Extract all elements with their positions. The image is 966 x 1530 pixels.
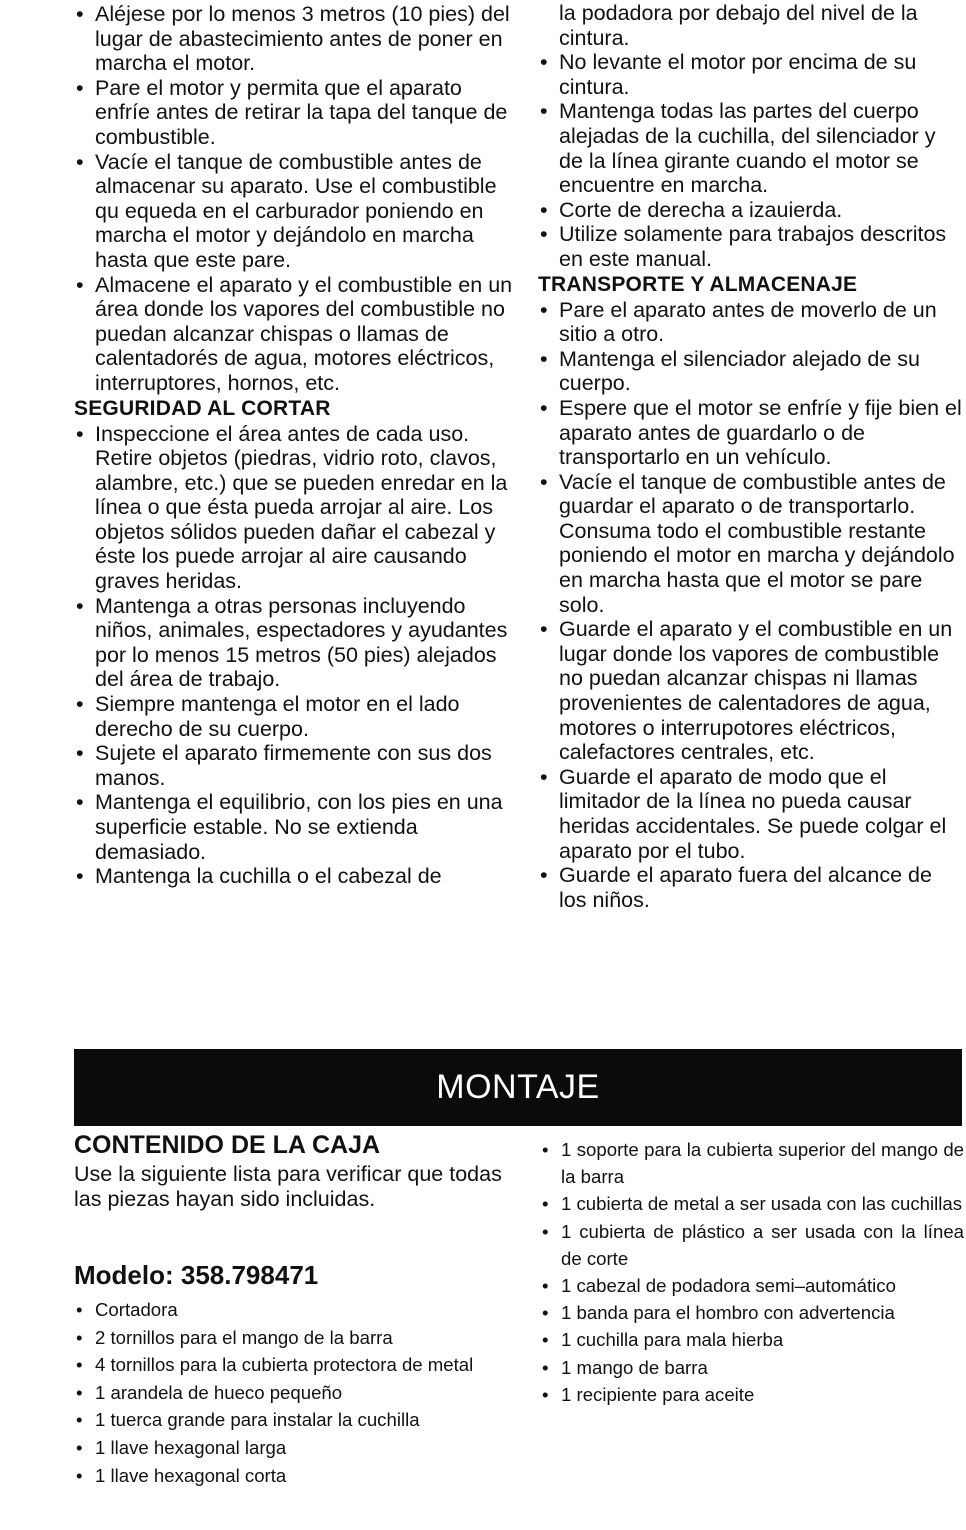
cutting-safety-list [74,422,514,889]
list-item: • Utilize solamente para trabajos descritos en este manual. [538,222,964,271]
list-item: • 4 tornillos para la cubierta protectora de metal [74,1351,514,1379]
safety-column-left [74,0,514,889]
list-item: • 1 cubierta de metal a ser usada con las cuchillas [540,1190,964,1217]
parts-list-right [540,1136,964,1408]
list-item: • Aléjese por lo menos 3 metros (10 pies) del lugar de abastecimiento antes de poner en marcha el motor. [74,2,514,76]
list-item: • Mantenga a otras personas incluyendo niños, animales, espectadores y ayudantes por lo menos 15 metros (50 pies) alejados del área de trabajo. [74,594,514,692]
cutting-safety-heading: SEGURIDAD AL CORTAR [74,396,331,420]
list-item: • Almacene el aparato y el combustible en un área donde los vapores del combustible no puedan alcanzar chispas o llamas de calentadorés de agua, motores eléctricos, interruptores, hornos, etc. [74,273,514,396]
list-item: • Inspeccione el área antes de cada uso. Retire objetos (piedras, vidrio roto, clavos, alambre, etc.) que se pueden enredar en la línea o que ésta pueda arrojar al aire. Los objetos sólidos pueden dañar el cabezal y éste los puede arrojar al aire causando graves heridas. [74,422,514,594]
banner-title: MONTAJE [436,1068,600,1106]
list-item: • 1 arandela de hueco pequeño [74,1379,514,1407]
box-contents-left [74,1130,514,1489]
list-item: • 1 llave hexagonal larga [74,1434,514,1462]
list-item: • 1 banda para el hombro con advertencia [540,1299,964,1326]
list-item: • 2 tornillos para el mango de la barra [74,1324,514,1352]
cutting-safety-list-continued [538,50,964,271]
fuel-safety-list [74,2,514,396]
box-contents-title: CONTENIDO DE LA CAJA [74,1131,381,1159]
list-item: • Vacíe el tanque de combustible antes de almacenar su aparato. Use el combustible qu equeda en el carburador poniendo en marcha el motor y dejándolo en marcha hasta que este pare. [74,150,514,273]
list-item: • Siempre mantenga el motor en el lado derecho de su cuerpo. [74,692,514,741]
list-item: • Guarde el aparato y el combustible en un lugar donde los vapores de combustible no puedan alcanzar chispas ni llamas provenientes de calentadores de agua, motores o interrupotores eléctricos, calefactores centrales, etc. [538,617,964,765]
continuation-text: la podadora por debajo del nivel de la cintura. [559,1,918,50]
list-item: • 1 soporte para la cubierta superior del mango de la barra [540,1136,964,1190]
list-item: • Mantenga todas las partes del cuerpo alejadas de la cuchilla, del silenciador y de la línea girante cuando el motor se encuentre en marcha. [538,99,964,197]
transport-storage-list [538,298,964,913]
list-item: • Pare el motor y permita que el aparato enfríe antes de retirar la tapa del tanque de combustible. [74,76,514,150]
list-item: • Corte de derecha a izauierda. [538,198,964,223]
list-item: • No levante el motor por encima de su cintura. [538,50,964,99]
list-item: • 1 recipiente para aceite [540,1381,964,1408]
transport-storage-heading: TRANSPORTE Y ALMACENAJE [538,272,858,296]
list-item: • Vacíe el tanque de combustible antes de guardar el aparato o de transportarlo. Consuma todo el combustible restante poniendo el motor en marcha y dejándolo en marcha hasta que el motor se pare solo. [538,470,964,618]
parts-list-left [74,1296,514,1489]
list-item: • Sujete el aparato firmemente con sus dos manos. [74,741,514,790]
list-item: • 1 cubierta de plástico a ser usada con la línea de corte [540,1218,964,1272]
list-item: • Mantenga el equilibrio, con los pies en una superficie estable. No se extienda demasiado. [74,790,514,864]
list-item: • Cortadora [74,1296,514,1324]
box-contents-intro: Use la siguiente lista para verificar que todas las piezas hayan sido incluidas. [74,1162,502,1211]
list-item: • 1 mango de barra [540,1354,964,1381]
box-contents-right [540,1136,964,1408]
list-item: • Mantenga el silenciador alejado de su cuerpo. [538,347,964,396]
safety-column-right [538,0,964,912]
list-item: • Espere que el motor se enfríe y fije bien el aparato antes de guardarlo o de transportarlo en un vehículo. [538,396,964,470]
model-title: Modelo: 358.798471 [74,1260,319,1290]
list-item: • Pare el aparato antes de moverlo de un sitio a otro. [538,298,964,347]
list-item: • 1 tuerca grande para instalar la cuchilla [74,1406,514,1434]
list-item: • 1 cabezal de podadora semi–automático [540,1272,964,1299]
list-item: • Mantenga la cuchilla o el cabezal de [74,864,514,889]
list-item: • 1 cuchilla para mala hierba [540,1326,964,1353]
list-item: • Guarde el aparato fuera del alcance de los niños. [538,863,964,912]
section-banner [74,1049,962,1126]
list-item: • 1 llave hexagonal corta [74,1462,514,1490]
list-item: • Guarde el aparato de modo que el limitador de la línea no pueda causar heridas accidentales. Se puede colgar el aparato por el tubo. [538,765,964,863]
